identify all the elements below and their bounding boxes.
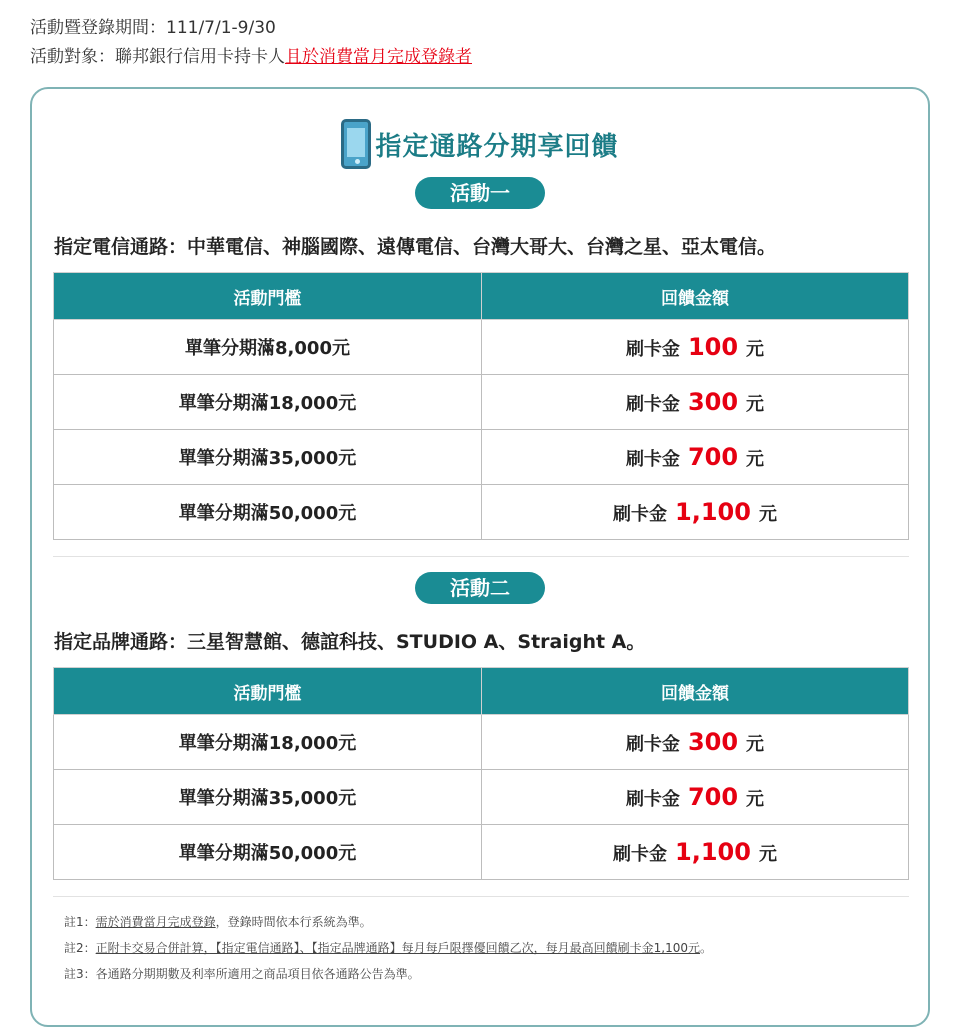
note-3: [64, 961, 712, 987]
activity1-table: [53, 272, 909, 540]
note-label: 註2：: [64, 941, 96, 955]
threshold-cell: 單筆分期滿18,000元: [54, 375, 482, 430]
reward-prefix: 刷卡金: [625, 789, 680, 810]
reward-prefix: 刷卡金: [625, 449, 680, 470]
threshold-cell: 單筆分期滿50,000元: [54, 825, 482, 880]
section-heading: [32, 119, 928, 173]
note-1: [64, 909, 712, 935]
col-reward: 回饋金額: [482, 273, 909, 320]
reward-cell: [482, 825, 909, 880]
reward-cell: [482, 770, 909, 825]
activity1-badge: 活動一: [415, 177, 545, 209]
note-label: 註1：: [64, 915, 96, 929]
threshold-cell: 單筆分期滿35,000元: [54, 770, 482, 825]
table-row: [54, 825, 909, 880]
reward-amount: 300: [687, 388, 739, 416]
reward-cell: [482, 485, 909, 540]
reward-amount: 300: [687, 728, 739, 756]
threshold-cell: 單筆分期滿18,000元: [54, 715, 482, 770]
reward-unit: 元: [758, 844, 777, 865]
reward-amount: 1,100: [675, 838, 751, 866]
reward-cell: [482, 320, 909, 375]
reward-cell: [482, 715, 909, 770]
threshold-cell: 單筆分期滿50,000元: [54, 485, 482, 540]
col-reward: 回饋金額: [482, 668, 909, 715]
reward-prefix: 刷卡金: [613, 504, 668, 525]
col-threshold: 活動門檻: [54, 273, 482, 320]
target-label: 活動對象：聯邦銀行信用卡持卡人: [30, 47, 285, 67]
divider: [53, 896, 909, 897]
section-title: 指定通路分期享回饋: [375, 131, 619, 162]
table-header-row: [54, 668, 909, 715]
divider: [53, 556, 909, 557]
table-row: [54, 375, 909, 430]
period-line: 活動暨登錄期間：111/7/1-9/30: [30, 18, 276, 38]
reward-prefix: 刷卡金: [613, 844, 668, 865]
table-row: [54, 320, 909, 375]
activity2-table: [53, 667, 909, 880]
activity1-channels: 指定電信通路：中華電信、神腦國際、遠傳電信、台灣大哥大、台灣之星、亞太電信。: [54, 236, 777, 258]
table-row: [54, 770, 909, 825]
col-threshold: 活動門檻: [54, 668, 482, 715]
promo-card: [30, 87, 930, 1027]
reward-prefix: 刷卡金: [625, 734, 680, 755]
note-text: ，登錄時間依本行系統為準。: [215, 915, 372, 929]
table-row: [54, 430, 909, 485]
reward-cell: [482, 375, 909, 430]
reward-unit: 元: [746, 339, 765, 360]
note-text: 各通路分期期數及利率所適用之商品項目依各通路公告為準。: [95, 967, 420, 981]
reward-unit: 元: [746, 734, 765, 755]
note-label: 註3：: [64, 967, 96, 981]
reward-amount: 700: [687, 783, 739, 811]
reward-unit: 元: [746, 449, 765, 470]
reward-cell: [482, 430, 909, 485]
reward-prefix: 刷卡金: [625, 394, 680, 415]
table-row: [54, 485, 909, 540]
target-highlight: 且於消費當月完成登錄者: [285, 47, 472, 67]
table-header-row: [54, 273, 909, 320]
reward-unit: 元: [746, 789, 765, 810]
mobile-phone-icon: [341, 119, 371, 169]
notes: [64, 909, 712, 987]
table-row: [54, 715, 909, 770]
note-underlined: 需於消費當月完成登錄: [95, 915, 216, 929]
reward-unit: 元: [758, 504, 777, 525]
reward-prefix: 刷卡金: [625, 339, 680, 360]
reward-amount: 700: [687, 443, 739, 471]
reward-amount: 1,100: [675, 498, 751, 526]
reward-amount: 100: [687, 333, 739, 361]
activity-info: [30, 14, 472, 72]
target-line: [30, 43, 472, 72]
note-2: [64, 935, 712, 961]
activity2-badge: 活動二: [415, 572, 545, 604]
threshold-cell: 單筆分期滿35,000元: [54, 430, 482, 485]
note-text: 。: [700, 941, 713, 955]
activity2-channels: 指定品牌通路：三星智慧館、德誼科技、STUDIO A、Straight A。: [54, 631, 646, 653]
note-underlined: 正附卡交易合併計算，【指定電信通路】、【指定品牌通路】每月每戶限擇優回饋乙次，每月最高回饋刷卡金1,100元: [95, 941, 700, 955]
reward-unit: 元: [746, 394, 765, 415]
threshold-cell: 單筆分期滿8,000元: [54, 320, 482, 375]
